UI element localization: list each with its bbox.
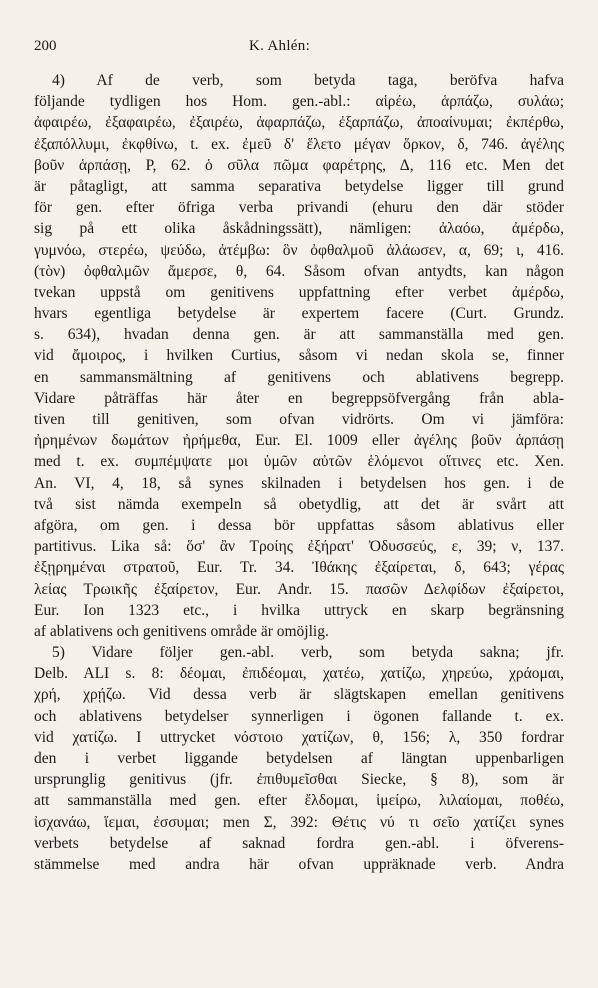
text-line: An. VI, 4, 18, så synes skilnaden i betydelsen hos gen. i de <box>34 474 564 492</box>
text-line: Eur. Ion 1323 etc., i hvilka uttryck en skarp begränsning <box>34 601 564 619</box>
text-line: ἀφαιρέω, ἐξαφαιρέω, ἐξαιρέω, ἀφαρπάζω, ἐξαρπάζω, ἀποαίνυμαι; ἐκπέρθω, <box>34 114 564 132</box>
text-line: stämmelse med andra här ofvan uppräknade verb. Andra <box>34 855 564 873</box>
text-line: 4) Af de verb, som betyda taga, beröfva hafva <box>52 72 564 89</box>
text-line: en sammansmältning af genitivens och ablativens begrepp. <box>34 368 564 386</box>
text-line: tiven till genitiven, som ofvan vidrörts. Om vi jämföra: <box>34 411 564 428</box>
text-line: tvekan uppstå om genitivens uppfattning efter verbet ἀμέρδω, <box>34 283 564 301</box>
text-line: ἰσχανάω, ἵεμαι, ἐσσυμαι; men Σ, 392: Θέτις νύ τι σεῖο χατίζει synes <box>34 813 564 831</box>
text-line: hvars egentliga betydelse är expertem facere (Curt. Grundz. <box>34 305 564 323</box>
text-line: vid ἄμοιρος, i hvilken Curtius, såsom vi nedan skola se, finner <box>34 347 564 365</box>
text-line: följande tydligen hos Hom. gen.-abl.: αἱρέω, ἁρπάζω, συλάω; <box>34 93 564 111</box>
text-line: för gen. efter öfriga verba privandi (ehuru den där stöder <box>34 199 564 217</box>
text-line: afgöra, om gen. i dessa bör uppfattas såsom ablativus eller <box>34 516 564 534</box>
text-line: βοῦν ἁρπάσῃ, P, 62. ὁ σῦλα πῶμα φαρέτρης, Δ, 116 etc. Men det <box>34 156 564 174</box>
text-line: verbets betydelse af saknad fordra gen.-abl. i öfverens- <box>34 834 564 852</box>
text-line: ἐξῃρημέναι στρατοῦ, Eur. Tr. 34. Ἰθάκης ἐξαίρεται, δ, 643; γέρας <box>34 559 564 577</box>
text-line: med t. ex. συμπέμψατε μοι ὑμῶν αὐτῶν ἑλόμενοι οἵτινες etc. Xen. <box>34 453 564 471</box>
text-line: att sammanställa med gen. efter ἔλδομαι, ἱμείρω, λιλαίομαι, ποθέω, <box>34 792 564 810</box>
text-line: λείας Τρωικῆς ἐξαίρετον, Eur. Andr. 15. πασῶν Δελφίδων ἐξαίρετοι, <box>34 580 564 598</box>
text-line: och ablativens betydelser synnerligen i ögonen fallande t. ex. <box>34 707 564 725</box>
text-line: χρή, χρῄζω. Vid dessa verb är slägtskapen emellan genitivens <box>34 686 564 704</box>
text-line: ἠρημένων δωμάτων ἠρήμεθα, Eur. El. 1009 eller ἀγέλης βοῦν ἁρπάσῃ <box>34 432 564 450</box>
text-line: γυμνόω, στερέω, ψεύδω, ἀτέμβω: ὃν ὀφθαλμοῦ ἀλάωσεν, α, 69; ι, 416. <box>34 241 564 259</box>
text-line: Delb. ALI s. 8: δέομαι, ἐπιδέομαι, χατέω, χατίζω, χηρεύω, χράομαι, <box>34 665 564 683</box>
text-line: partitivus. Lika så: ὅσ' ἂν Τροίης ἐξήρατ' Ὀδυσσεύς, ε, 39; ν, 137. <box>34 538 564 556</box>
running-title: K. Ahlén: <box>249 38 311 54</box>
text-line: af ablativens och genitivens område är omöjlig. <box>34 622 329 640</box>
text-line: (τὸν) ὀφθαλμῶν ἄμερσε, θ, 64. Såsom ofvan antydts, kan någon <box>34 262 564 280</box>
page-number: 200 <box>34 38 57 54</box>
text-line: sig på ett olika åskådningssätt), nämligen: ἀλαόω, ἀμέρδω, <box>34 220 564 238</box>
text-line: ἐξαπόλλυμι, ἐκφθίνω, t. ex. ἐμεῦ δ' ἕλετο μέγαν ὅρκον, δ, 746. ἀγέλης <box>34 135 564 153</box>
text-line: två sist nämda exempeln så obetydlig, att det är svårt att <box>34 495 564 513</box>
text-line: 5) Vidare följer gen.-abl. verb, som betyda sakna; jfr. <box>52 644 564 662</box>
text-line: är påtagligt, att samma separativa betydelse ligger till grund <box>34 177 564 195</box>
body-text <box>34 70 564 875</box>
text-line: ursprunglig genitivus (jfr. ἐπιθυμεῖσθαι Siecke, § 8), som är <box>34 771 564 789</box>
text-line: s. 634), hvadan denna gen. är att sammanställa med gen. <box>34 326 564 344</box>
text-line: Vidare påträffas här åter en begreppsöfvergång från abla- <box>34 389 564 407</box>
text-line: den i verbet liggande betydelsen af längtan uppenbarligen <box>34 750 564 767</box>
page-header <box>34 38 564 58</box>
text-line: vid χατίζω. I uttrycket νόστοιο χατίζων, θ, 156; λ, 350 fordrar <box>34 728 564 746</box>
